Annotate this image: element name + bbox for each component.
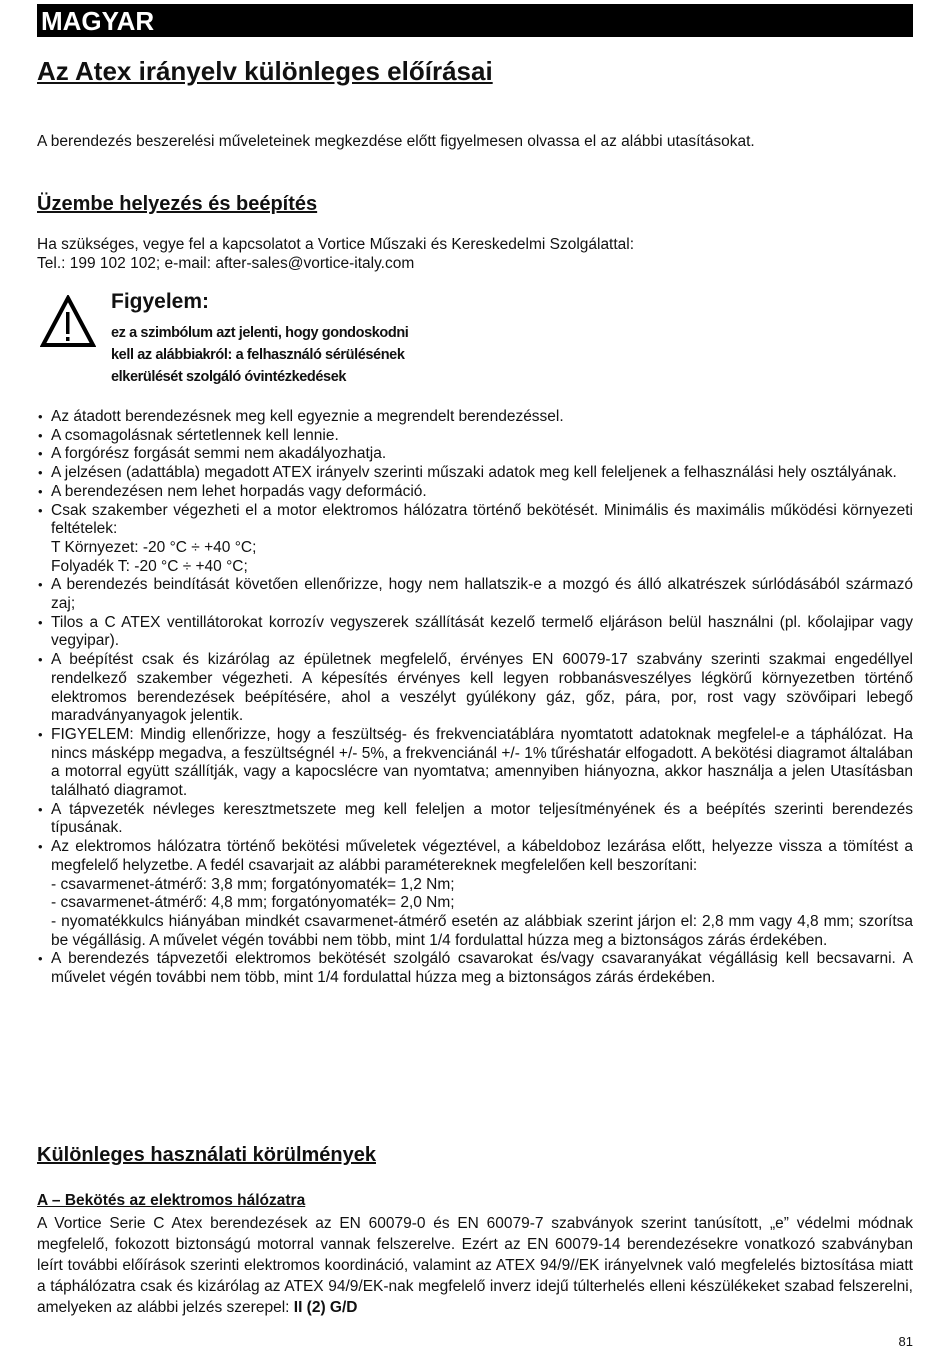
- subsection-heading: A – Bekötés az elektromos hálózatra: [37, 1192, 306, 1209]
- list-item: • A berendezés beindítását követően ellenőrizze, hogy nem hallatszik-e a mozgó és álló alkatrészek súrlódásából származó zaj;: [37, 576, 913, 613]
- contact-line-1: Ha szükséges, vegye fel a kapcsolatot a Vortice Műszaki és Kereskedelmi Szolgálattal:: [37, 236, 635, 253]
- section-heading-special-conditions: Különleges használati körülmények: [37, 1144, 376, 1166]
- list-item: • Tilos a C ATEX ventillátorokat korrozív vegyszerek szállítását kezelő termelő eljáráson belül használni (pl. kőolajipar vagy vegyipar).: [37, 614, 913, 651]
- list-item: • Az átadott berendezésnek meg kell egyeznie a megrendelt berendezéssel.: [37, 408, 913, 427]
- section-heading-installation: Üzembe helyezés és beépítés: [37, 193, 318, 215]
- intro-text: A berendezés beszerelési műveleteinek megkezdése előtt figyelmesen olvassa el az alábbi utasításokat.: [37, 133, 755, 150]
- atex-marking: II (2) G/D: [293, 1299, 358, 1316]
- page-title: Az Atex irányelv különleges előírásai: [37, 56, 493, 86]
- warning-triangle-icon: [40, 295, 96, 349]
- list-item: • Csak szakember végezheti el a motor elektromos hálózatra történő bekötését. Minimális és maximális működési környezeti feltételek: T Környezet: -20 °C ÷ +40 °C; Folyadék T: -20 °C ÷ +40 °C;: [37, 502, 913, 577]
- warning-title: Figyelem:: [111, 290, 210, 313]
- list-item: • A jelzésen (adattábla) megadott ATEX irányelv szerinti műszaki adatok meg kell feleljenek a felhasználási hely osztályának.: [37, 464, 913, 483]
- list-item: • A berendezésen nem lehet horpadás vagy deformáció.: [37, 483, 913, 502]
- language-header: MAGYAR: [37, 4, 913, 37]
- list-item: • A csomagolásnak sértetlennek kell lennie.: [37, 427, 913, 446]
- special-conditions-paragraph: [37, 1213, 913, 1318]
- list-item: • A beépítést csak és kizárólag az épületnek megfelelő, érvényes EN 60079-17 szabvány szerinti szakmai engedéllyel rendelkező szakember végezheti. A képesítés érvényes kell legyen robbanásveszélyes légkörű környezetben történő elektromos berendezések beépítésére, ahol a veszélyt gyúlékony gáz, gőz, pára, por, rost vagy szövőipari lebegő maradványanyagok jelentik.: [37, 651, 913, 726]
- list-item: • A forgórész forgását semmi nem akadályozhatja.: [37, 445, 913, 464]
- list-item: • A tápvezeték névleges keresztmetszete meg kell feleljen a motor teljesítményének és a beépítés szerinti berendezés típusának.: [37, 801, 913, 838]
- warning-text: ez a szimbólum azt jelenti, hogy gondoskodni kell az alábbiakról: a felhasználó sérülésének elkerülését szolgáló óvintézkedések: [111, 325, 409, 385]
- contact-info: [37, 235, 634, 273]
- list-item: • A berendezés tápvezetői elektromos bekötését szolgáló csavarokat és/vagy csavaranyákat végállásig kell becsavarni. A művelet végén további nem több, mint 1/4 fordulattal húzza meg a biztonságos zárás érdekében.: [37, 950, 913, 987]
- contact-line-2: Tel.: 199 102 102; e-mail: after-sales@vortice-italy.com: [37, 255, 415, 272]
- list-item: • Az elektromos hálózatra történő bekötési műveletek végeztével, a kábeldoboz lezárása előtt, helyezze vissza a tömítést a megfelelő helyzetbe. A fedél csavarjait az alábbi paramétereknek megfelelően kell beszorítani: - csavarmenet-átmérő: 3,8 mm; forgatónyomaték= 1,2 Nm; - csavarmenet-átmérő: 4,8 mm; forgatónyomaték= 2,0 Nm; - nyomatékkulcs hiányában mindkét csavarmenet-átmérő esetén az alábbiak szerint járjon el: 2,8 mm vagy 4,8 mm; szorítsa be végállásig. A művelet végén további nem több, mint 1/4 fordulattal húzza meg a biztonságos zárás érdekében.: [37, 838, 913, 950]
- page-number: 81: [898, 1334, 913, 1349]
- paragraph-text: A Vortice Serie C Atex berendezések az EN 60079-0 és EN 60079-7 szabványok szerint tanúsított, „e” védelmi módnak megfelelő, fokozott biztonságú motorral vannak felszerelve. Ezért az EN 60079-14 berendezésekre vonatkozó szabványban leírt további előírások szerinti elektromos koordináció, valamint az ATEX 94/9//EK irányelvnek való megfelelés biztosítása miatt a táphálózatra csak és kizárólag az ATEX 94/9/EK-nak megfelelő inverz idejű túlterhelés elleni készülékeket szabad felszerelni, amelyeken az alábbi jelzés szerepel:: [37, 1215, 913, 1316]
- requirements-list: [37, 408, 913, 988]
- list-item: • FIGYELEM: Mindig ellenőrizze, hogy a feszültség- és frekvenciatáblára nyomtatott adatoknak megfelel-e a táphálózat. Ha nincs másképp megadva, a feszültségnél +/- 5%, a frekvenciánál +/- 1% tűréshatár elfogadott. A bekötési diagramot általában a motorral együtt szállítják, vagy a kapocslécre van nyomtatva; amennyiben hiányozna, akkor használja a jelen Utasításban található diagramot.: [37, 726, 913, 801]
